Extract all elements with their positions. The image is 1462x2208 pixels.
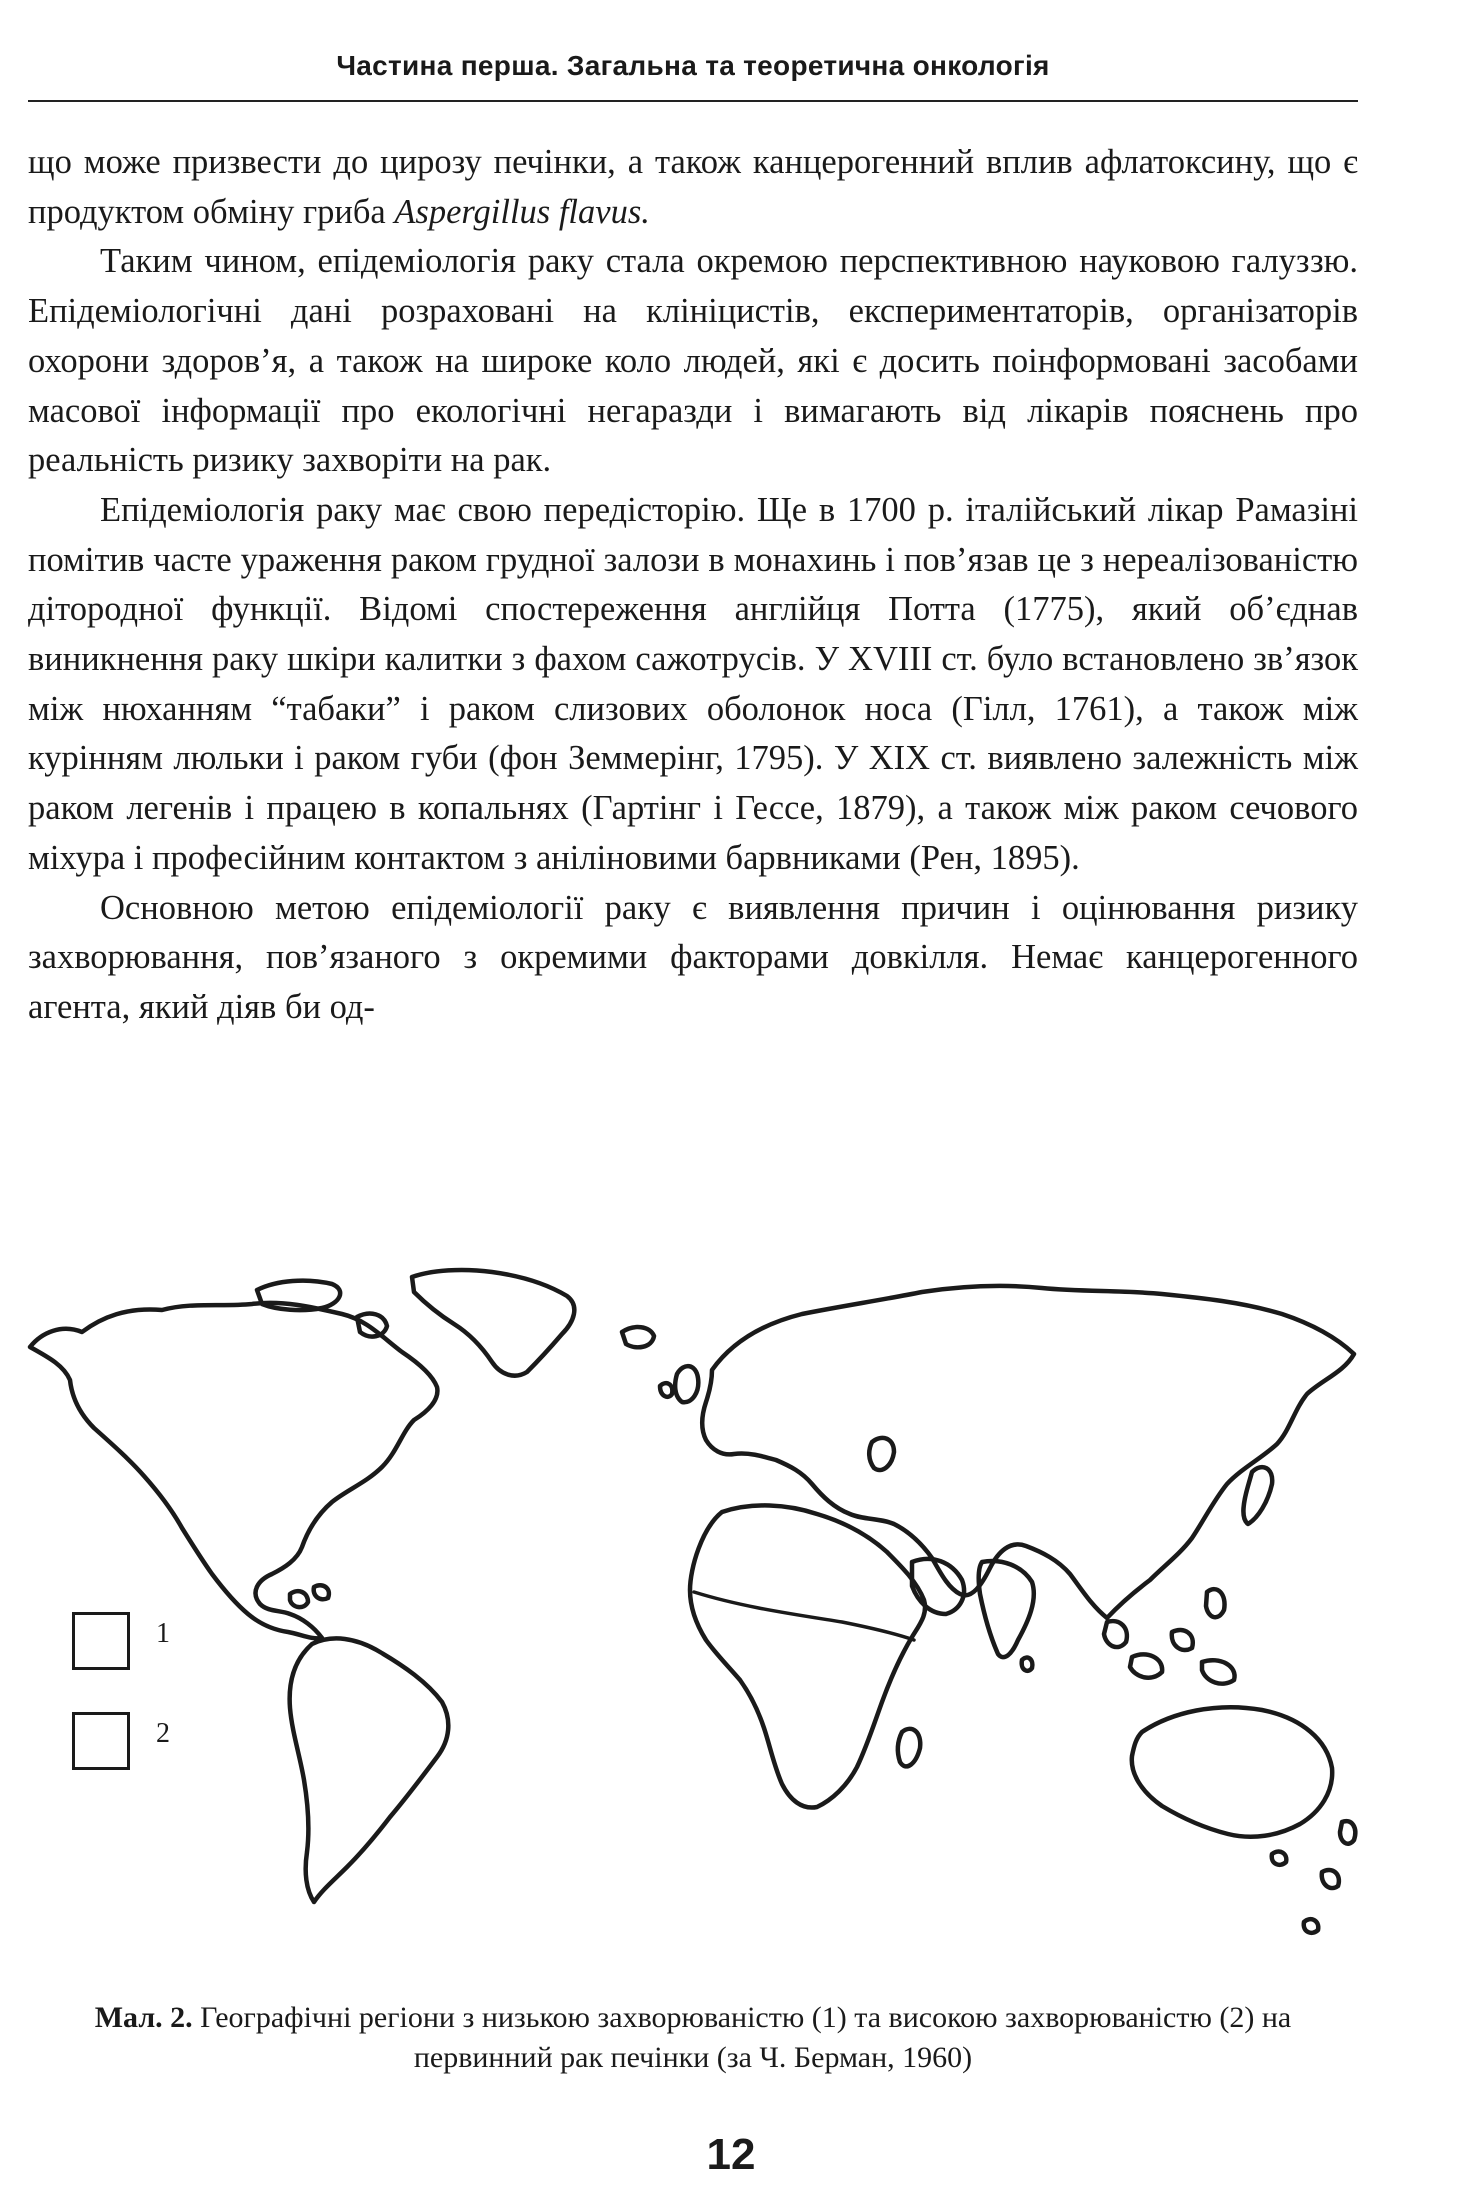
paragraph-1 — [28, 138, 1358, 237]
figure-caption — [28, 1998, 1358, 2078]
ireland-outline — [660, 1383, 672, 1397]
legend-label-1: 1 — [156, 1618, 170, 1649]
caribbean-island-1 — [290, 1591, 308, 1607]
africa-region-boundary — [694, 1592, 914, 1640]
madagascar-outline — [898, 1729, 920, 1767]
legend-swatch-1 — [72, 1612, 130, 1670]
new-zealand-south-outline — [1322, 1870, 1339, 1888]
africa-outline — [690, 1505, 925, 1807]
japan-outline — [1243, 1467, 1272, 1524]
southeast-asia-island-4 — [1202, 1660, 1235, 1683]
world-map — [22, 1262, 1362, 1962]
philippines-outline — [1206, 1589, 1225, 1617]
species-name: Aspergillus flavus. — [394, 192, 650, 231]
small-island-outline — [1304, 1919, 1319, 1933]
paragraph-2: Таким чином, епідеміологія раку стала окремою перспективною науковою галуззю. Епідеміологічні дані розраховані на клініцистів, експериментаторів, організаторів охорони здоров’я, а також на широке коло людей, які є досить поінформовані засобами масової інформації про екологічні негаразди і вимагають від лікарів пояснень про реальність ризику захворіти на рак. — [28, 242, 1358, 480]
caribbean-island-2 — [314, 1585, 329, 1599]
legend-label-2: 2 — [156, 1718, 170, 1749]
paragraph-3: Епідеміологія раку має свою передісторію. Ще в 1700 р. італійський лікар Рамазіні помітив часте ураження раком грудної залози в монахинь і пов’язав це з нереалізованістю дітородної функції. Відомі спостереження англійця Потта (1775), який об’єднав виникнення раку шкіри калитки з фахом сажотрусів. У XVIII ст. було встановлено зв’язок між нюханням “табаки” і раком слизових оболонок носа (Гілл, 1761), а також між курінням люльки і раком губи (фон Земмерінг, 1795). У XIX ст. виявлено залежність між раком легенів і працею в копальнях (Гартінг і Гессе, 1879), а також між раком сечового міхура і професійним контактом з аніліновими барвниками (Рен, 1895). — [28, 490, 1358, 877]
southeast-asia-island-3 — [1172, 1630, 1193, 1650]
north-america-outline — [30, 1303, 437, 1639]
caspian-sea-outline — [869, 1438, 894, 1470]
sri-lanka-outline — [1022, 1658, 1033, 1671]
new-zealand-outline — [1340, 1821, 1355, 1844]
header-divider — [28, 100, 1358, 102]
paragraph-1-text: що може призвести до цирозу печінки, а також канцерогенний вплив афлатоксину, що є продуктом обміну гриба — [28, 143, 1358, 231]
caption-text: Географічні регіони з низькою захворюваністю (1) та високою захворюваністю (2) на первинний рак печінки (за Ч. Берман, 1960) — [200, 2001, 1292, 2074]
australia-outline — [1132, 1707, 1332, 1837]
body-text — [28, 138, 1358, 1033]
greenland-outline — [412, 1270, 574, 1376]
page-number: 12 — [706, 2130, 756, 2179]
south-america-outline — [290, 1638, 449, 1902]
tasmania-outline — [1272, 1852, 1287, 1865]
running-header: Частина перша. Загальна та теоретична онкологія — [336, 50, 1050, 81]
eurasia-outline — [702, 1286, 1354, 1618]
uk-outline — [675, 1366, 698, 1402]
paragraph-4: Основною метою епідеміології раку є виявлення причин і оцінювання ризику захворювання, пов’язаного з окремими факторами довкілля. Немає канцерогенного агента, який діяв би од- — [28, 888, 1358, 1026]
iceland-outline — [622, 1327, 654, 1347]
legend-swatch-2 — [72, 1712, 130, 1770]
arctic-island-2 — [357, 1314, 387, 1337]
southeast-asia-island-2 — [1130, 1654, 1162, 1677]
caption-lead: Мал. 2. — [94, 2001, 193, 2034]
world-map-figure — [22, 1262, 1362, 1962]
southeast-asia-island-1 — [1104, 1621, 1127, 1647]
